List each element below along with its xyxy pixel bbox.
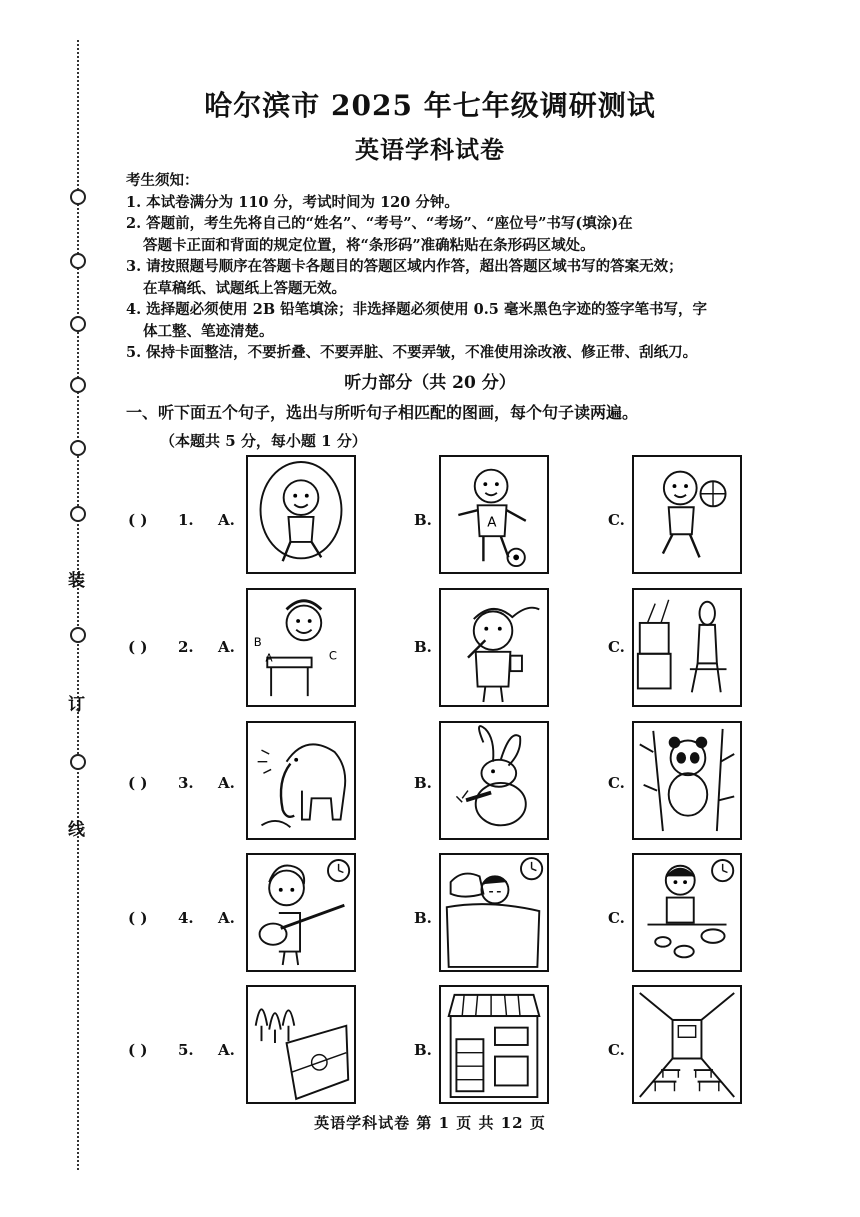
- picture-library-building: [439, 985, 549, 1104]
- option-label: C.: [608, 1041, 625, 1059]
- option-label: B.: [414, 774, 432, 792]
- question-row: [0, 853, 860, 975]
- question-number: 4.: [178, 909, 194, 927]
- binding-hole: [70, 316, 86, 332]
- picture-girl-brushing-teeth: [439, 588, 549, 707]
- question-number: 5.: [178, 1041, 194, 1059]
- question-number: 3.: [178, 774, 194, 792]
- binding-label-xian: 线: [68, 820, 85, 840]
- answer-blank[interactable]: ( ): [128, 511, 148, 529]
- picture-person-watching-tv: [632, 588, 742, 707]
- option-label: B.: [414, 909, 432, 927]
- option-label: B.: [414, 638, 432, 656]
- picture-rabbit-with-carrot: [439, 721, 549, 840]
- binding-label-zhuang: 装: [68, 571, 85, 591]
- notice-item: 3. 请按照题号顺序在答题卡各题目的答题区域内作答，超出答题区域书写的答案无效；: [126, 258, 683, 275]
- svg-text:C: C: [328, 648, 338, 663]
- picture-boy-eating-breakfast: [632, 853, 742, 972]
- picture-boy-sleeping-in-bed: [439, 853, 549, 972]
- notice-item-continued: 答题卡正面和背面的规定位置，将“条形码”准确粘贴在条形码区域处。: [143, 236, 595, 254]
- question-heading: 一、听下面五个句子，选出与所听句子相匹配的图画，每个句子读两遍。: [126, 403, 639, 422]
- question-row: [0, 588, 860, 710]
- binding-hole: [70, 440, 86, 456]
- answer-blank[interactable]: ( ): [128, 638, 148, 656]
- notice-item-continued: 在草稿纸、试题纸上答题无效。: [143, 279, 346, 297]
- picture-park-basketball-court: [246, 985, 356, 1104]
- notice-item: 2. 答题前，考生先将自己的“姓名”、“考号”、“考场”、“座位号”书写(填涂)在: [126, 215, 633, 232]
- option-label: A.: [218, 638, 235, 656]
- option-label: B.: [414, 511, 432, 529]
- question-row: [0, 721, 860, 843]
- question-number: 2.: [178, 638, 194, 656]
- answer-blank[interactable]: ( ): [128, 1041, 148, 1059]
- option-label: C.: [608, 774, 625, 792]
- binding-hole: [70, 253, 86, 269]
- picture-boy-jumping-rope: [246, 455, 356, 574]
- question-note: （本题共 5 分，每小题 1 分）: [160, 432, 367, 450]
- option-label: A.: [218, 909, 235, 927]
- option-label: A.: [218, 1041, 235, 1059]
- binding-label-ding: 订: [68, 695, 85, 715]
- option-label: A.: [218, 774, 235, 792]
- svg-text:B: B: [253, 635, 262, 650]
- picture-girl-learning-abc: [246, 588, 356, 707]
- picture-panda-with-bamboo: [632, 721, 742, 840]
- question-row: [0, 985, 860, 1107]
- page-subtitle: 英语学科试卷: [355, 135, 505, 164]
- notice-item: 5. 保持卡面整洁，不要折叠、不要弄脏、不要弄皱，不准使用涂改液、修正带、刮纸刀。: [126, 344, 698, 361]
- option-label: B.: [414, 1041, 432, 1059]
- picture-elephant: [246, 721, 356, 840]
- picture-boy-playing-basketball: [632, 455, 742, 574]
- page-title: 哈尔滨市 2025 年七年级调研测试: [204, 89, 656, 122]
- svg-text:A: A: [265, 652, 273, 665]
- question-number: 1.: [178, 511, 194, 529]
- exam-notice: [126, 170, 766, 364]
- binding-hole: [70, 189, 86, 205]
- answer-blank[interactable]: ( ): [128, 774, 148, 792]
- notice-item-continued: 体工整、笔迹清楚。: [143, 322, 274, 340]
- option-label: C.: [608, 638, 625, 656]
- notice-heading: 考生须知：: [126, 172, 199, 189]
- notice-item: 1. 本试卷满分为 110 分，考试时间为 120 分钟。: [126, 193, 459, 211]
- picture-boy-playing-guitar: [246, 853, 356, 972]
- answer-blank[interactable]: ( ): [128, 909, 148, 927]
- section-title: 听力部分（共 20 分）: [344, 373, 516, 393]
- page-footer: 英语学科试卷 第 1 页 共 12 页: [314, 1114, 546, 1132]
- question-row: [0, 455, 860, 577]
- svg-text:A: A: [487, 514, 497, 531]
- notice-item: 4. 选择题必须使用 2B 铅笔填涂；非选择题必须使用 0.5 毫米黑色字迹的签字笔书写，字: [126, 301, 707, 318]
- option-label: C.: [608, 511, 625, 529]
- picture-boy-playing-soccer: [439, 455, 549, 574]
- picture-classroom: [632, 985, 742, 1104]
- option-label: A.: [218, 511, 235, 529]
- option-label: C.: [608, 909, 625, 927]
